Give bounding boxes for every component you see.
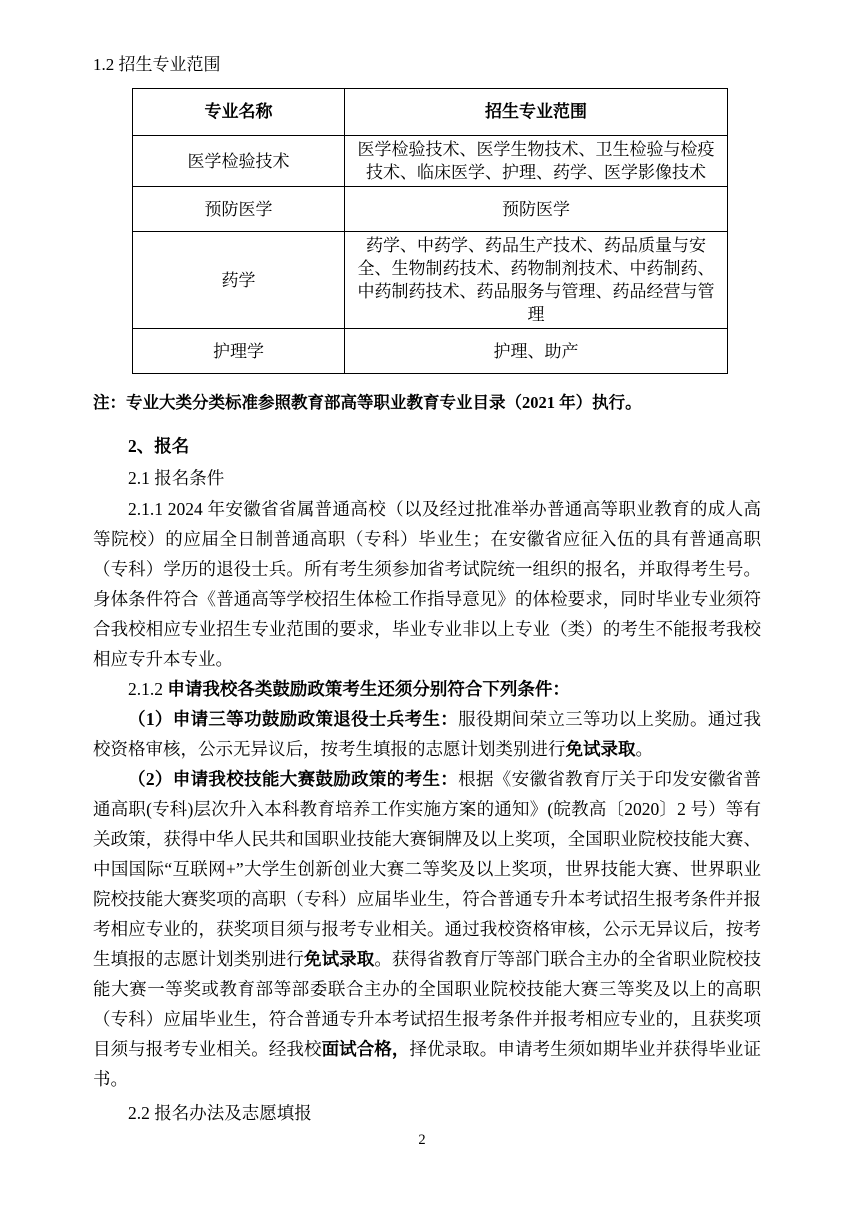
item-2-body-3: 择优录取。申请考生须如期毕业并获得毕业证书。 — [93, 1039, 762, 1089]
page-number: 2 — [418, 1132, 426, 1148]
item-1-body: 服役期间荣立三等功以上奖励。通过我校资格审核，公示无异议后，按考生填报的志愿计划类别进行 — [93, 709, 762, 759]
paragraph-2-1-2 — [93, 674, 761, 704]
section-2-1-heading: 2.1 报名条件 — [128, 468, 225, 488]
major-name-cell: 医学检验技术 — [133, 136, 345, 187]
section-2-heading: 2、报名 — [128, 436, 190, 456]
section-1-2-heading: 1.2 招生专业范围 — [93, 55, 221, 74]
major-name-cell: 药学 — [133, 232, 345, 329]
major-name-header: 专业名称 — [133, 89, 345, 136]
item-2-body-1: 根据《安徽省教育厅关于印发安徽省普通高职(专科)层次升入本科教育培养工作实施方案的通知》(皖教高〔2020〕2 号）等有关政策，获得中华人民共和国职业技能大赛铜牌及以上奖项，全国职业院校技能大赛、中国国际“互联网+”大学生创新创业大赛二等奖及以上奖项，世界技能大赛、世界职业院校技能大赛奖项的高职（专科）应届毕业生，符合普通专升本考试招生报考条件并报考相应专业的，获奖项目须与报考专业相关。通过我校资格审核，公示无异议后，按考生填报的志愿计划类别进行 — [93, 769, 762, 969]
table-header-row — [133, 89, 728, 136]
major-range-cell: 医学检验技术、医学生物技术、卫生检验与检疫技术、临床医学、护理、药学、医学影像技术 — [345, 136, 728, 187]
major-name-cell: 预防医学 — [133, 187, 345, 232]
major-range-cell: 预防医学 — [345, 187, 728, 232]
paragraph-item-2 — [93, 764, 761, 1094]
table-row — [133, 232, 728, 329]
item-2-body-2: 。获得省教育厅等部门联合主办的全省职业院校技能大赛一等奖或教育部等部委联合主办的全国职业院校技能大赛三等奖及以上的高职（专科）应届毕业生，符合普通专升本考试招生报考条件并报考相应专业的，且获奖项目须与报考专业相关。经我校 — [93, 949, 762, 1059]
item-2-bold-exemption: 免试录取 — [303, 949, 375, 969]
item-1-tail: 。 — [635, 739, 653, 759]
item-2-lead: （2）申请我校技能大赛鼓励政策的考生： — [128, 769, 459, 789]
major-range-cell: 药学、中药学、药品生产技术、药品质量与安全、生物制药技术、药物制剂技术、中药制药、中药制药技术、药品服务与管理、药品经营与管理 — [345, 232, 728, 329]
paragraph-2-1-2-bold-text: 申请我校各类鼓励政策考生还须分别符合下列条件： — [167, 679, 570, 699]
item-1-lead: （1）申请三等功鼓励政策退役士兵考生： — [128, 709, 459, 729]
admission-majors-table — [132, 88, 728, 374]
major-range-header: 招生专业范围 — [345, 89, 728, 136]
major-range-cell: 护理、助产 — [345, 329, 728, 374]
table-note: 注：专业大类分类标准参照教育部高等职业教育专业目录（2021 年）执行。 — [93, 393, 642, 412]
paragraph-2-1-2-number: 2.1.2 — [128, 679, 168, 699]
section-2-2-heading: 2.2 报名办法及志愿填报 — [128, 1103, 312, 1123]
item-2-bold-interview: 面试合格， — [321, 1039, 410, 1059]
paragraph-2-1-1: 2.1.1 2024 年安徽省省属普通高校（以及经过批准举办普通高等职业教育的成人高等院校）的应届全日制普通高职（专科）毕业生；在安徽省应征入伍的具有普通高职（专科）学历的退役士兵。所有考生须参加省考试院统一组织的报名，并取得考生号。身体条件符合《普通高等学校招生体检工作指导意见》的体检要求，同时毕业专业须符合我校相应专业招生专业范围的要求，毕业专业非以上专业（类）的考生不能报考我校相应专升本专业。 — [93, 499, 761, 669]
major-name-cell: 护理学 — [133, 329, 345, 374]
table-row — [133, 329, 728, 374]
item-1-bold-exemption: 免试录取 — [565, 739, 636, 759]
paragraph-item-1 — [93, 704, 761, 764]
table-row — [133, 136, 728, 187]
table-row — [133, 187, 728, 232]
